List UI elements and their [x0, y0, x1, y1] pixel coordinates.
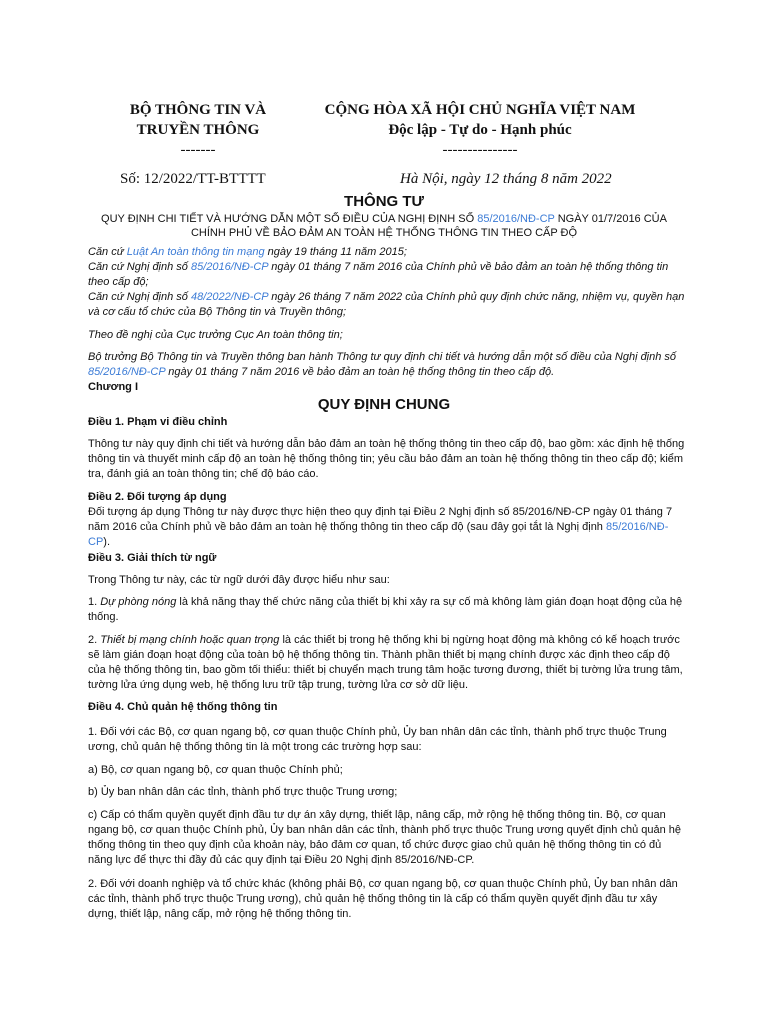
- article-1-heading: Điều 1. Phạm vi điều chỉnh: [88, 416, 228, 428]
- decree-link[interactable]: 48/2022/NĐ-CP: [190, 291, 269, 303]
- place-and-date: Hà Nội, ngày 12 tháng 8 năm 2022: [400, 171, 612, 187]
- term-definition: là khả năng thay thế chức năng của thiết bị khi xảy ra sự cố mà không làm gián đoạn hoạt động của hệ thống.: [88, 596, 683, 623]
- term-name: Dự phòng nóng: [100, 596, 177, 608]
- basis-text: ngày 19 tháng 11 năm 2015;: [264, 246, 407, 258]
- article-4-point-c: c) Cấp có thẩm quyền quyết định đầu tư dự án xây dựng, thiết lập, nâng cấp, mở rộng hệ thống thông tin. Bộ, cơ quan ngang bộ, cơ quan thuộc Chính phủ, Ủy ban nhân dân các tỉnh, thành phố trực thuộc Trung ương quyết định chủ quản hệ thống thông tin theo quy định của khoản này, bảo đảm cơ quan, tổ chức được giao chủ quản hệ thống thông tin có đủ năng lực để thực thi đầy đủ các quy định tại Điều 20 Nghị định 85/2016/NĐ-CP.: [88, 809, 682, 866]
- national-motto: Độc lập - Tự do - Hạnh phúc: [388, 122, 572, 138]
- basis-text: Căn cứ: [88, 246, 127, 258]
- article-4-clause-1: 1. Đối với các Bộ, cơ quan ngang bộ, cơ quan thuộc Chính phủ, Ủy ban nhân dân các tỉnh, thành phố trực thuộc Trung ương, chủ quản hệ thống thông tin là một trong các trường hợp sau:: [88, 726, 667, 753]
- agency-rule: -------: [180, 142, 216, 158]
- chapter-title: QUY ĐỊNH CHUNG: [317, 396, 451, 413]
- document-subtitle: [88, 212, 680, 240]
- article-3-heading: Điều 3. Giải thích từ ngữ: [88, 552, 217, 564]
- document-number: Số: 12/2022/TT-BTTTT: [120, 171, 266, 187]
- national-motto-block: [300, 100, 660, 160]
- article-2-heading: Điều 2. Đối tượng áp dụng: [88, 491, 227, 503]
- basis-text: ngày 01 tháng 7 năm 2016 của Chính phủ về bảo đảm an toàn hệ thống thông tin theo cấp độ;: [88, 261, 669, 288]
- basis-law: [88, 245, 688, 260]
- motto-rule: ---------------: [442, 142, 518, 158]
- agency-name-line1: BỘ THÔNG TIN VÀ: [129, 102, 267, 118]
- subtitle-text: QUY ĐỊNH CHI TIẾT VÀ HƯỚNG DẪN MỘT SỐ ĐIỀU CỦA NGHỊ ĐỊNH SỐ: [101, 213, 478, 225]
- article-4-point-b: b) Ủy ban nhân dân các tỉnh, thành phố trực thuộc Trung ương;: [88, 786, 398, 798]
- basis-text: ngày 26 tháng 7 năm 2022 của Chính phủ quy định chức năng, nhiệm vụ, quyền hạn và cơ cấu tổ chức của Bộ Thông tin và Truyền thông;: [88, 291, 685, 318]
- article-4-clause-2: 2. Đối với doanh nghiệp và tổ chức khác (không phải Bộ, cơ quan ngang bộ, cơ quan thuộc Chính phủ, Ủy ban nhân dân các tỉnh, thành phố trực thuộc Trung ương), chủ quản hệ thống thông tin là cấp có thẩm quyền quyết định đầu tư xây dựng, thiết lập, nâng cấp, mở rộng hệ thống thông tin.: [88, 878, 678, 920]
- country-name: CỘNG HÒA XÃ HỘI CHỦ NGHĨA VIỆT NAM: [324, 102, 636, 118]
- chapter-label: Chương I: [88, 381, 138, 393]
- law-link[interactable]: Luật An toàn thông tin mạng: [126, 246, 265, 258]
- article-4-heading: Điều 4. Chủ quản hệ thống thông tin: [88, 701, 278, 713]
- decree-link[interactable]: 85/2016/NĐ-CP: [88, 366, 166, 378]
- issuing-agency-block: [98, 100, 298, 160]
- proposal-line: Theo đề nghị của Cục trưởng Cục An toàn thông tin;: [88, 329, 343, 341]
- article-2-text-part: ).: [103, 536, 111, 548]
- term-name: Thiết bị mạng chính hoặc quan trọng: [100, 634, 280, 646]
- article-3-term-1: [88, 595, 688, 625]
- term-number: 1.: [88, 596, 101, 608]
- basis-text: Căn cứ Nghị định số: [88, 261, 191, 273]
- preamble-basis-list: [88, 245, 688, 320]
- agency-name-line2: TRUYỀN THÔNG: [136, 122, 260, 138]
- term-number: 2.: [88, 634, 101, 646]
- article-2-text-part: Đối tượng áp dụng Thông tư này được thực hiện theo quy định tại Điều 2 Nghị định số 85/2016/NĐ-CP ngày 01 tháng 7 năm 2016 của Chính phủ về bảo đảm an toàn hệ thống thông tin theo cấp độ (sau đây gọi tắt là Nghị định: [88, 506, 673, 533]
- decree-link[interactable]: 85/2016/NĐ-CP: [88, 521, 669, 548]
- issuance-statement: [88, 350, 688, 380]
- decree-link[interactable]: 85/2016/NĐ-CP: [190, 261, 269, 273]
- article-3-intro: Trong Thông tư này, các từ ngữ dưới đây được hiểu như sau:: [88, 574, 390, 586]
- subtitle-text-cont: NGÀY 01/7/2016 CỦA CHÍNH PHỦ VỀ BẢO ĐẢM AN TOÀN HỆ THỐNG THÔNG TIN THEO CẤP ĐỘ: [190, 213, 667, 239]
- issuance-text: ngày 01 tháng 7 năm 2016 về bảo đảm an toàn hệ thống thông tin theo cấp độ.: [165, 366, 555, 378]
- issuance-text: Bộ trưởng Bộ Thông tin và Truyền thông ban hành Thông tư quy định chi tiết và hướng dẫn một số điều của Nghị định số: [88, 351, 677, 363]
- article-1-text: Thông tư này quy định chi tiết và hướng dẫn bảo đảm an toàn hệ thống thông tin theo cấp độ, bao gồm: xác định hệ thống thông tin và thuyết minh cấp độ an toàn hệ thống thông tin; yêu cầu bảo đảm an toàn hệ thống thông tin theo cấp độ; kiểm tra, đánh giá an toàn thông tin; chế độ báo cáo.: [88, 438, 685, 480]
- basis-decree-85: [88, 260, 688, 290]
- article-2-text: [88, 505, 688, 550]
- article-3-term-2: [88, 633, 688, 693]
- article-4-point-a: a) Bộ, cơ quan ngang bộ, cơ quan thuộc Chính phủ;: [88, 764, 343, 776]
- basis-decree-48: [88, 290, 688, 320]
- document-title: THÔNG TƯ: [344, 193, 424, 210]
- term-definition: là các thiết bị trong hệ thống khi bị ngừng hoạt động mà không có kế hoạch trước sẽ làm gián đoạn hoạt động của toàn bộ hệ thống thông tin. Thành phần thiết bị mạng chính được xác định theo cấp độ của hệ thống thông tin, bao gồm tối thiểu: thiết bị chuyển mạch trung tâm hoặc tương đương, thiết bị tường lửa trung tâm, tường lửa ứng dụng web, hệ thống lưu trữ tập trung, tường lửa cơ sở dữ liệu.: [88, 634, 683, 691]
- basis-text: Căn cứ Nghị định số: [88, 291, 191, 303]
- decree-link[interactable]: 85/2016/NĐ-CP: [477, 213, 555, 225]
